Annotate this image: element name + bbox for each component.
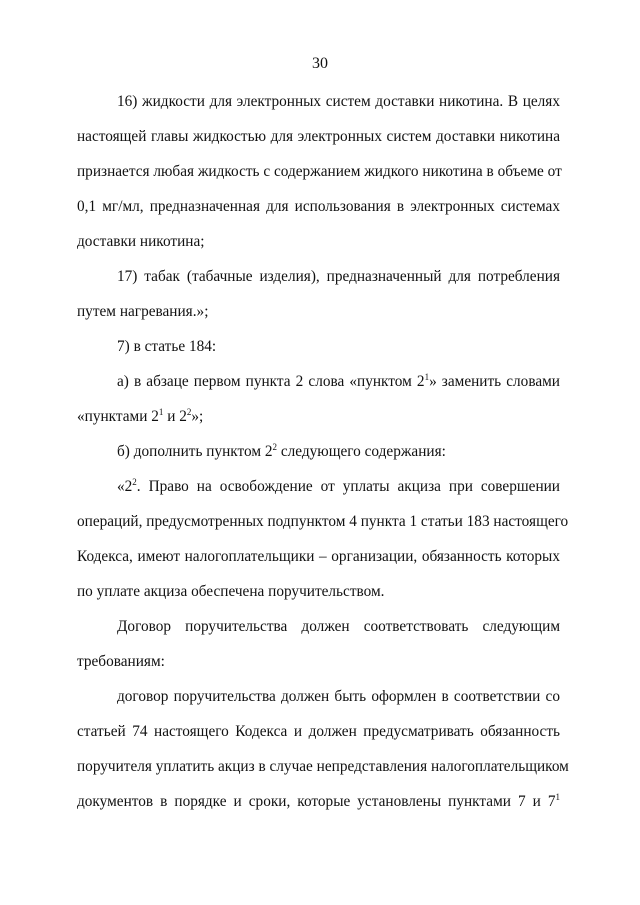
text-line: признается любая жидкость с содержанием жидкого никотина в объеме от	[77, 163, 562, 180]
text-line: 0,1 мг/мл, предназначенная для использования в электронных системах	[77, 198, 560, 215]
superscript: 2	[186, 406, 192, 417]
text-segment: следующего содержания:	[277, 443, 446, 460]
text-line: путем нагревания.»;	[77, 303, 209, 320]
text-line: поручителя уплатить акциз в случае непредставления налогоплательщиком	[77, 758, 569, 775]
superscript: 1	[424, 371, 430, 382]
text-line: настоящей главы жидкостью для электронных систем доставки никотина	[77, 128, 560, 145]
text-segment: документов в порядке и сроки, которые установлены пунктами 7 и 7	[77, 793, 556, 810]
superscript: 2	[132, 476, 137, 487]
text-line	[117, 477, 560, 497]
superscript: 1	[555, 791, 560, 802]
text-line: требованиям:	[77, 653, 165, 670]
text-line: 16) жидкости для электронных систем доставки никотина. В целях	[117, 93, 560, 110]
text-segment: »;	[191, 408, 204, 425]
text-line: Кодекса, имеют налогоплательщики – организации, обязанность которых	[77, 548, 560, 565]
text-line	[117, 442, 560, 462]
text-line: Договор поручительства должен соответствовать следующим	[117, 618, 560, 635]
text-line: статьей 74 настоящего Кодекса и должен предусматривать обязанность	[77, 723, 560, 740]
text-segment: «пунктами 2	[77, 408, 159, 425]
text-segment: б) дополнить пунктом 2	[117, 443, 273, 460]
text-line	[77, 792, 560, 812]
text-line	[117, 372, 560, 392]
text-line: 7) в статье 184:	[117, 338, 217, 355]
text-line	[77, 407, 560, 427]
text-segment: . Право на освобождение от уплаты акциза при совершении	[136, 478, 560, 495]
superscript: 2	[272, 441, 278, 452]
text-line: операций, предусмотренных подпунктом 4 пункта 1 статьи 183 настоящего	[77, 513, 569, 530]
superscript: 1	[158, 406, 164, 417]
text-segment: а) в абзаце первом пункта 2 слова «пунктом 2	[117, 373, 425, 390]
text-segment: и 2	[163, 408, 187, 425]
text-line: 17) табак (табачные изделия), предназначенный для потребления	[117, 268, 560, 285]
text-line: договор поручительства должен быть оформлен в соответствии со	[117, 688, 560, 705]
text-segment: » заменить словами	[429, 373, 560, 390]
page-number: 30	[312, 55, 328, 72]
text-segment: «2	[117, 478, 133, 495]
text-line: доставки никотина;	[77, 233, 205, 250]
text-line: по уплате акциза обеспечена поручительством.	[77, 583, 385, 600]
